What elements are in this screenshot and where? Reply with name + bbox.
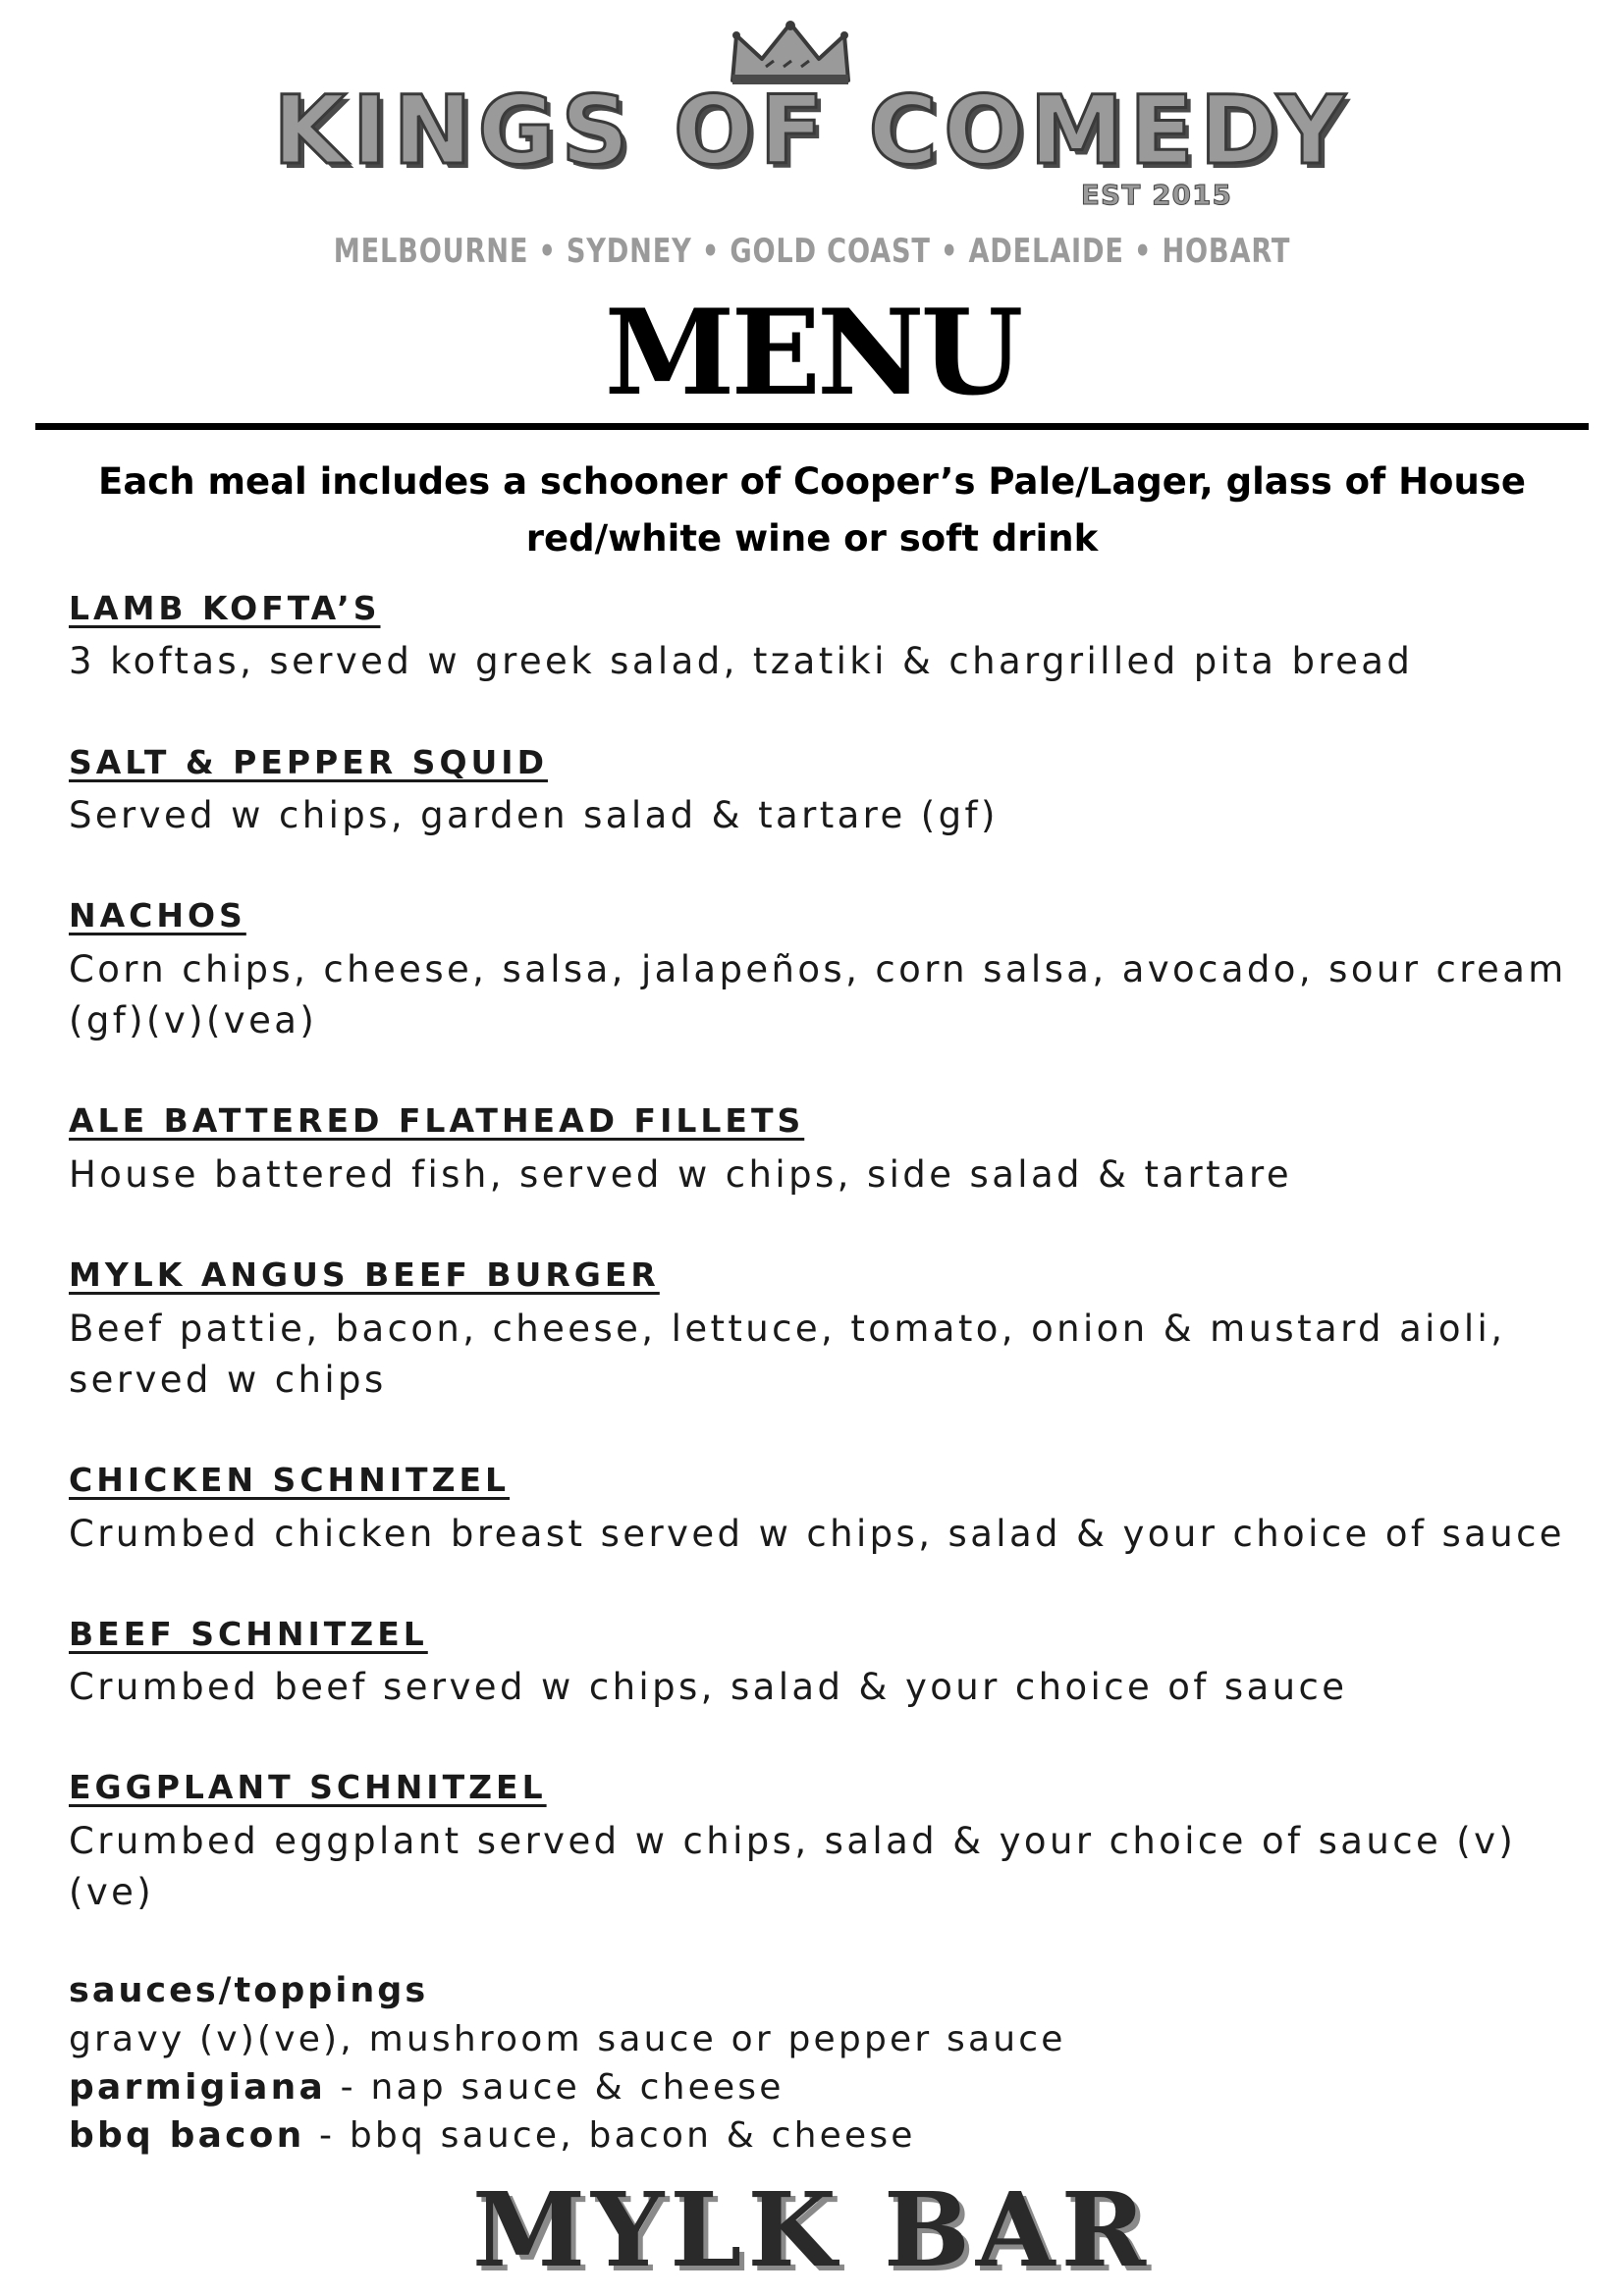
mylk-bar-logo: MYLK BAR <box>471 2169 1153 2290</box>
sauces-line-parmigiana <box>69 2065 785 2110</box>
item-desc-salt-pepper-squid: Served w chips, garden salad & tartare (gf) <box>69 794 999 836</box>
item-desc-chicken-schnitzel: Crumbed chicken breast served w chips, salad & your choice of sauce <box>69 1513 1565 1555</box>
item-title-nachos: NACHOS <box>69 896 246 934</box>
parmigiana-desc: - nap sauce & cheese <box>326 2067 785 2108</box>
brand-cities: MELBOURNE • SYDNEY • GOLD COAST • ADELAIDE • HOBART <box>333 232 1291 271</box>
item-desc-beef-schnitzel: Crumbed beef served w chips, salad & your choice of sauce <box>69 1666 1348 1708</box>
item-desc-mylk-angus-burger: Beef pattie, bacon, cheese, lettuce, tomato, onion & mustard aioli, served w chips <box>69 1308 1506 1401</box>
item-desc-lamb-koftas: 3 koftas, served w greek salad, tzatiki & chargrilled pita bread <box>69 640 1414 682</box>
item-desc-nachos: Corn chips, cheese, salsa, jalapeños, corn salsa, avocado, sour cream (gf)(v)(vea) <box>69 948 1567 1041</box>
brand-logo: KINGS OF COMEDY <box>273 76 1351 186</box>
item-desc-ale-battered-flathead: House battered fish, served w chips, side salad & tartare <box>69 1153 1293 1196</box>
bbq-bacon-desc: - bbq sauce, bacon & cheese <box>304 2115 916 2156</box>
sauces-line-gravy: gravy (v)(ve), mushroom sauce or pepper sauce <box>69 2019 1066 2059</box>
brand-est: EST 2015 <box>1080 179 1232 211</box>
sauces-title: sauces/toppings <box>69 1971 429 2010</box>
item-desc-eggplant-schnitzel: Crumbed eggplant served w chips, salad & your choice of sauce (v)(ve) <box>69 1820 1517 1913</box>
bbq-bacon-label: bbq bacon <box>69 2115 305 2156</box>
item-title-ale-battered-flathead: ALE BATTERED FLATHEAD FILLETS <box>69 1101 805 1140</box>
title-divider <box>35 423 1589 430</box>
parmigiana-label: parmigiana <box>69 2067 326 2108</box>
item-title-lamb-koftas: LAMB KOFTA’S <box>69 589 381 627</box>
page-title: MENU <box>604 284 1020 422</box>
sauces-line-bbq-bacon <box>69 2113 916 2159</box>
item-title-chicken-schnitzel: CHICKEN SCHNITZEL <box>69 1461 511 1499</box>
item-title-beef-schnitzel: BEEF SCHNITZEL <box>69 1615 428 1653</box>
item-title-mylk-angus-burger: MYLK ANGUS BEEF BURGER <box>69 1255 660 1294</box>
item-title-eggplant-schnitzel: EGGPLANT SCHNITZEL <box>69 1768 547 1806</box>
item-title-salt-pepper-squid: SALT & PEPPER SQUID <box>69 743 548 781</box>
intro-text: Each meal includes a schooner of Cooper’s Pale/Lager, glass of House red/white wine or soft drink <box>98 460 1526 560</box>
